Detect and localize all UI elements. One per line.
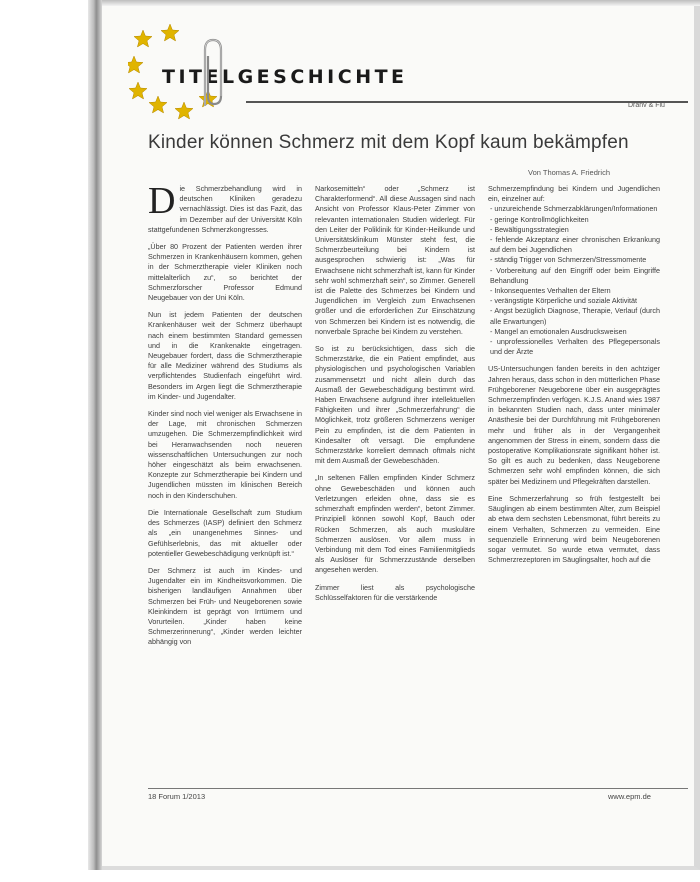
- list-item: - unprofessionelles Verhalten des Pflegepersonals und der Ärzte: [490, 337, 660, 357]
- scan-edge-left: [88, 0, 102, 870]
- paragraph: „Über 80 Prozent der Patienten werden ihrer Schmerzen in Krankenhäusern kommen, gehen in der Schmerztherapie vieler Kliniken noch mittelalterlich zu“, so berichtet der Schmerzforscher Professor Edmund Neugebauer von der Uni Köln.: [148, 242, 302, 303]
- factor-list: [488, 204, 660, 357]
- article-column-3: [488, 184, 660, 572]
- paragraph-text: ie Schmerzbehandlung wird in deutschen Kliniken geradezu vernachlässigt. Dies ist das Fazit, das im Dezember auf der Universität Köln stattgefundenen Schmerzkongresses.: [148, 184, 302, 234]
- paragraph: „In seltenen Fällen empfinden Kinder Schmerz ohne Gewebeschäden und können auch Verletzungen erleiden ohne, dass sie es schmerzhaft empfinden werden“, betont Zimmer. Prinzipiell können sowohl Kopf, Bauch oder Rücken Schmerzen, als auch muskuläre Schmerzen auslösen. Vor allem muss in Verbindung mit dem Tod eines Familienmitglieds als Auslöser für Schmerzzustände derselben angesehen werden.: [315, 473, 475, 575]
- list-item: - Vorbereitung auf den Eingriff oder beim Eingriffe Behandlung: [490, 265, 660, 285]
- paragraph: Der Schmerz ist auch im Kindes- und Jugendalter ein im Kindheitsvorkommen. Die bisherigen landläufigen Annahmen über Schmerzen bei Früh- und Neugeborenen sowie Kleinkindern ist geprägt von Irrtümern und Vorurteilen. „Kinder haben keine Schmerzerinnerung“, „Kinder werden leichter abhängig von: [148, 565, 302, 647]
- section-label-text: TITELGESCHICHTE: [162, 66, 408, 88]
- footer-url: www.epm.de: [608, 792, 651, 801]
- paragraph: US-Untersuchungen fanden bereits in den achtziger Jahren heraus, dass schon in den mütterlichen Phase Frühgeborener Neugeborene über ein ausgeprägtes Schmerzempfinden verfügen. K.J.S. Anand wies 1987 in bekannten Studien nach, dass unter minimaler Anästhesie bei der Durchführung mit Frühgeborenen mehr und früher als in der Vergangenheit angenommen der Stress in einem, sondern dass die postoperative Komplikationsrate signifikant höher ist. So gilt es auch zu bedenken, dass Neugeborene Schmerzen sehr wohl empfinden können, die sich später bei Medizinern und Pflegekräften darstellen.: [488, 364, 660, 486]
- paragraph: Nun ist jedem Patienten der deutschen Krankenhäuser weit der Schmerz überhaupt nach einem bestimmten Standard gemessen und in die Krankenakte eingetragen. Neugebauer fordert, dass die Schmerztherapie für alle Mediziner während des Studiums als verpflichtendes Studienfach eingeführt wird. Besonders im Argen liegt die Schmerztherapie im Kinder- und Jugendalter.: [148, 310, 302, 401]
- list-item: - fehlende Akzeptanz einer chronischen Erkrankung auf dem bei Jugendlichen: [490, 235, 660, 255]
- article-column-1: [148, 180, 302, 655]
- article-column-2: [315, 184, 475, 610]
- paragraph: Schmerzempfindung bei Kindern und Jugendlichen ein, einzelner auf:: [488, 184, 660, 204]
- list-item: - Inkonsequentes Verhalten der Eltern: [490, 286, 611, 296]
- list-item: - Mangel an emotionalen Ausdrucksweisen: [490, 326, 627, 336]
- article-byline: Von Thomas A. Friedrich: [528, 168, 610, 177]
- list-item: - ständig Trigger von Schmerzen/Stressmomente: [490, 255, 647, 265]
- list-item: - geringe Kontrollmöglichkeiten: [490, 214, 589, 224]
- paragraph: Die Internationale Gesellschaft zum Studium des Schmerzes (IASP) definiert den Schmerz als „ein unangenehmes Sinnes- und Gefühlserlebnis, das mit aktueller oder potentieller Gewebeschädigung verknüpft ist.“: [148, 507, 302, 558]
- paragraph: Zimmer liest als psychologische Schlüsselfaktoren für die verstärkende: [315, 582, 475, 602]
- paragraph: Kinder sind noch viel weniger als Erwachsene in der Lage, mit chronischen Schmerzen umzugehen. Die Schmerzempfindlichkeit wird bei Heranwachsenden noch neueren wissenschaftlichen Untersuchungen zur noch höher eingeschätzt als beim erwachsenen. Konzepte zur Schmerztherapie bei Kindern und Jugendlichen müssten im klinischen Bereich noch in den Kinderschuhen.: [148, 409, 302, 500]
- footer-rule: [148, 788, 688, 789]
- paragraph: So ist zu berücksichtigen, dass sich die Schmerzstärke, die ein Patient empfindet, aus physiologischen und psychologischen Variablen zusammensetzt und nicht allein durch das Ausmaß der Gewebeschädigung bestimmt wird. Haben Erwachsene aufgrund ihrer intellektuellen Fähigkeiten und ihrer „Schmerzerfahrung“ die Möglichkeit, trotz größeren Schmerzens weniger Pein zu empfinden, ist die dem Patienten in Kindesalter oft versagt. Die empfundene Schmerzstärke korreliert demnach oftmals nicht mit dem Ausmaß der Gewebeschäden.: [315, 344, 475, 466]
- header-rule: [246, 101, 688, 103]
- article-headline: Kinder können Schmerz mit dem Kopf kaum bekämpfen: [148, 132, 629, 153]
- paragraph: Eine Schmerzerfahrung so früh festgestellt bei Säuglingen ab einem bestimmten Alter, zum Beispiel ab etwa dem sechsten Lebensmonat, führt bereits zu einem Verhalten, Schmerzen zu vermeiden. Eine sequenzielle Erinnerung wird beim Neugeborenen sogar vermutet. So wurde etwa vermutet, dass Schmerzrezeptoren im Säuglingsalter, hoch auf die: [488, 493, 660, 565]
- list-item: - Angst bezüglich Diagnose, Therapie, Verlauf (durch alle Erwartungen): [490, 306, 660, 326]
- section-credit: Dranv & Flu: [628, 102, 665, 109]
- footer-page-info: 18 Forum 1/2013: [148, 792, 206, 801]
- paragraph: [148, 180, 302, 235]
- paperclip-icon: [197, 36, 227, 112]
- dropcap: D: [148, 180, 176, 222]
- list-item: - Bewältigungsstrategien: [490, 224, 569, 234]
- paragraph: Narkosemitteln“ oder „Schmerz ist Charakterformend“. All diese Aussagen sind nach Ansicht von Professor Klaus-Peter Zimmer von relevanten internationalen Studien widerlegt. Für den Leiter der Poliklinik für Kinder-Heilkunde und Universitätsklinikum Münster steht fest, die Schmerzbeurteilung bei Kindern ist ausgesprochen schwierig ist: „Was für Erwachsene nicht schmerzhaft ist, kann für Kinder sehr wohl schmerzhaft sein“, so Zimmer. Generell ist die Palette des Schmerzes bei Kindern und Jugendlichen im Vergleich zum Erwachsenen größer und die erforderlichen Zur Einschätzung von Schmerzen bei Kindern ist es notwendig, die nonverbale Sprache bei Kindern zu verstehen.: [315, 184, 475, 336]
- list-item: - verängstigte Körperliche und soziale Aktivität: [490, 296, 638, 306]
- list-item: - unzureichende Schmerzabklärungen/Informationen: [490, 204, 658, 214]
